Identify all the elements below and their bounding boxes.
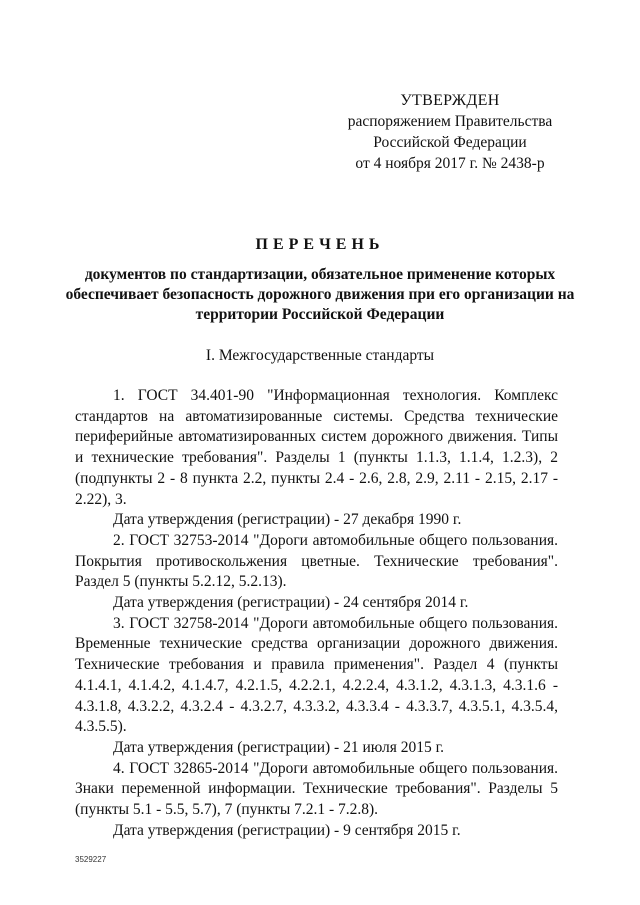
approval-block: [330, 90, 570, 174]
list-item-text: 2. ГОСТ 32753-2014 "Дороги автомобильные общего пользования. Покрытия противоскольжения цветные. Технические требования". Раздел 5 (пункты 5.2.12, 5.2.13).: [75, 531, 558, 591]
section-title: I. Межгосударственные стандарты: [205, 347, 435, 364]
document-code: 3529227: [75, 855, 107, 864]
list-item-text: 3. ГОСТ 32758-2014 "Дороги автомобильные общего пользования. Временные технические средства организации дорожного движения. Технические требования и правила применения". Раздел 4 (пункты 4.1.4.1, 4.1.4.2, 4.1.4.7, 4.2.1.5, 4.2.2.1, 4.2.2.4, 4.3.1.2, 4.3.1.3, 4.3.1.6 - 4.3.1.8, 4.3.2.2, 4.3.2.4 - 4.3.2.7, 4.3.3.2, 4.3.3.4 - 4.3.3.7, 4.3.5.1, 4.3.5.4, 4.3.5.5).: [75, 614, 558, 736]
list-item-text: 1. ГОСТ 34.401-90 "Информационная технология. Комплекс стандартов на автоматизированные системы. Средства технические периферийные автоматизированных систем дорожного движения. Типы и технические требования". Разделы 1 (пункты 1.1.3, 1.1.4, 1.2.3), 2 (подпункты 2 - 8 пункта 2.2, пункты 2.4 - 2.6, 2.8, 2.9, 2.11 - 2.15, 2.17 - 2.22), 3.: [75, 387, 558, 508]
document-title: ПЕРЕЧЕНЬ: [255, 236, 385, 253]
approval-line-1: распоряжением Правительства: [347, 113, 553, 130]
document-subtitle: документов по стандартизации, обязательное применение которых обеспечивает безопасность дорожного движения при его организации на территории Российской Федерации: [65, 266, 575, 323]
list-item-date: Дата утверждения (регистрации) - 24 сентября 2014 г.: [113, 594, 469, 612]
list-item-date: Дата утверждения (регистрации) - 9 сентября 2015 г.: [113, 821, 461, 839]
standards-list: [75, 386, 558, 841]
list-item-date: Дата утверждения (регистрации) - 27 декабря 1990 г.: [113, 511, 462, 529]
approval-line-2: Российской Федерации: [373, 134, 527, 151]
approval-heading: УТВЕРЖДЕН: [400, 92, 500, 109]
list-item-date: Дата утверждения (регистрации) - 21 июля 2015 г.: [113, 738, 445, 756]
list-item-text: 4. ГОСТ 32865-2014 "Дороги автомобильные общего пользования. Знаки переменной информации. Технические требования". Разделы 5 (пункты 5.1 - 5.5, 5.7), 7 (пункты 7.2.1 - 7.2.8).: [75, 759, 558, 819]
approval-line-3: от 4 ноября 2017 г. № 2438-р: [355, 155, 545, 172]
